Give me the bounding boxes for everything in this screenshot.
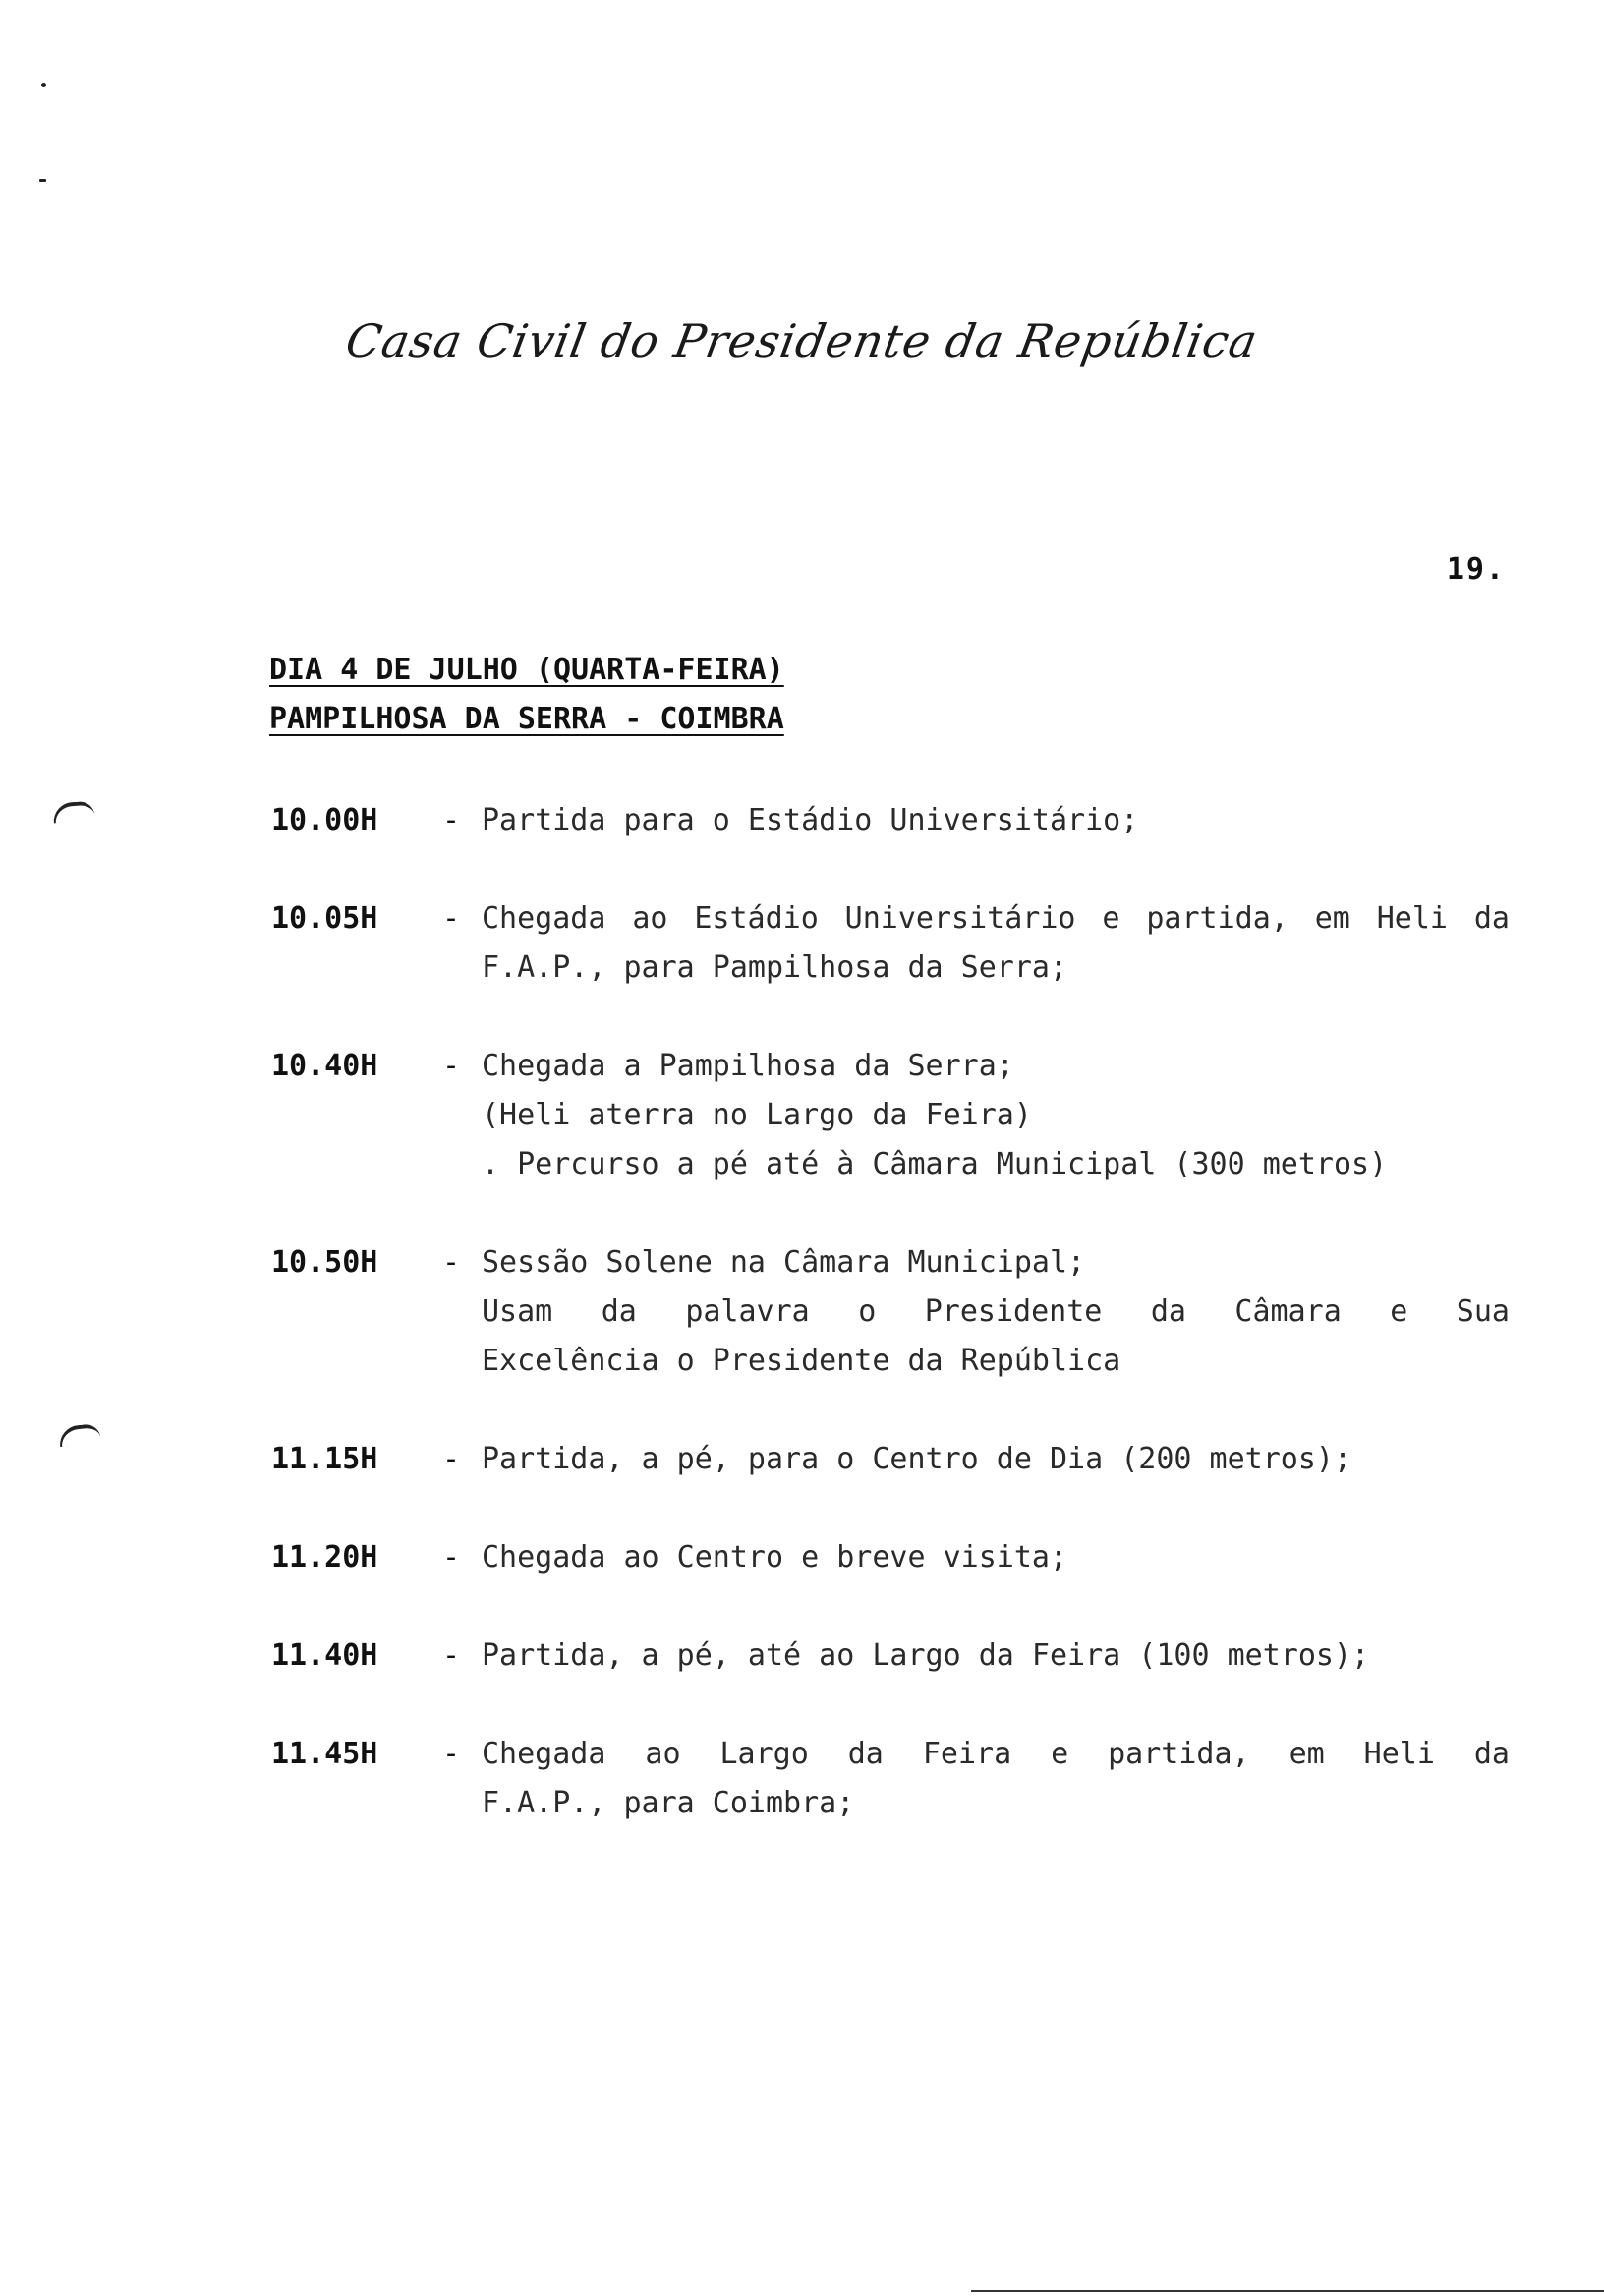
entry-time: 10.05H — [271, 901, 378, 936]
entry-description — [482, 1042, 1510, 1189]
entry-separator: - — [442, 1737, 461, 1771]
entry-description — [482, 1730, 1510, 1828]
schedule-entry — [271, 1435, 1510, 1484]
entry-description — [482, 894, 1510, 993]
schedule-entry — [271, 1042, 1510, 1189]
binder-hole-mark — [52, 801, 94, 824]
entry-line: Partida, a pé, até ao Largo da Feira (100 metros); — [482, 1638, 1370, 1673]
entry-time: 11.45H — [271, 1737, 378, 1771]
entry-line: Chegada ao Estádio Universitário e partida, em Heli da — [482, 901, 1510, 936]
entry-line: Partida, a pé, para o Centro de Dia (200 metros); — [482, 1442, 1352, 1476]
entry-time: 11.20H — [271, 1540, 378, 1575]
schedule-list — [271, 796, 1510, 1877]
schedule-entry — [271, 1238, 1510, 1386]
entry-separator: - — [442, 901, 461, 936]
entry-separator: - — [442, 1638, 461, 1673]
speck-mark — [41, 83, 46, 87]
entry-line: Chegada ao Centro e breve visita; — [482, 1540, 1068, 1575]
entry-description — [482, 796, 1510, 845]
entry-description — [482, 1632, 1510, 1681]
schedule-entry — [271, 1533, 1510, 1582]
entry-separator: - — [442, 1442, 461, 1476]
entry-separator: - — [442, 1049, 461, 1083]
entry-time: 11.15H — [271, 1442, 378, 1476]
entry-separator: - — [442, 803, 461, 837]
entry-time: 10.00H — [271, 803, 378, 837]
schedule-entry — [271, 1730, 1510, 1828]
letterhead: Casa Civil do Presidente da República — [341, 315, 1263, 368]
entry-description — [482, 1435, 1510, 1484]
entry-line: Chegada a Pampilhosa da Serra; — [482, 1049, 1014, 1083]
entry-line: Partida para o Estádio Universitário; — [482, 803, 1139, 837]
bottom-rule — [971, 2290, 1604, 2292]
entry-line: F.A.P., para Coimbra; — [482, 1786, 855, 1820]
entry-line: Usam da palavra o Presidente da Câmara e Sua — [482, 1294, 1510, 1329]
entry-line: . Percurso a pé até à Câmara Municipal (300 metros) — [482, 1147, 1388, 1181]
schedule-entry — [271, 1632, 1510, 1681]
entry-description — [482, 1533, 1510, 1582]
entry-description — [482, 1238, 1510, 1386]
route-heading: PAMPILHOSA DA SERRA - COIMBRA — [269, 702, 784, 736]
schedule-entry — [271, 796, 1510, 845]
entry-line: (Heli aterra no Largo da Feira) — [482, 1098, 1032, 1132]
day-heading: DIA 4 DE JULHO (QUARTA-FEIRA) — [269, 653, 784, 687]
entry-line: Excelência o Presidente da República — [482, 1344, 1121, 1378]
entry-line: Sessão Solene na Câmara Municipal; — [482, 1245, 1086, 1280]
page-number: 19. — [1446, 552, 1506, 587]
schedule-entry — [271, 894, 1510, 993]
entry-line: Chegada ao Largo da Feira e partida, em Heli da — [482, 1737, 1510, 1771]
entry-time: 11.40H — [271, 1638, 378, 1673]
entry-separator: - — [442, 1245, 461, 1280]
entry-time: 10.50H — [271, 1245, 378, 1280]
binder-hole-mark — [58, 1423, 101, 1447]
entry-separator: - — [442, 1540, 461, 1575]
entry-time: 10.40H — [271, 1049, 378, 1083]
entry-line: F.A.P., para Pampilhosa da Serra; — [482, 950, 1068, 985]
speck-mark — [39, 179, 46, 182]
